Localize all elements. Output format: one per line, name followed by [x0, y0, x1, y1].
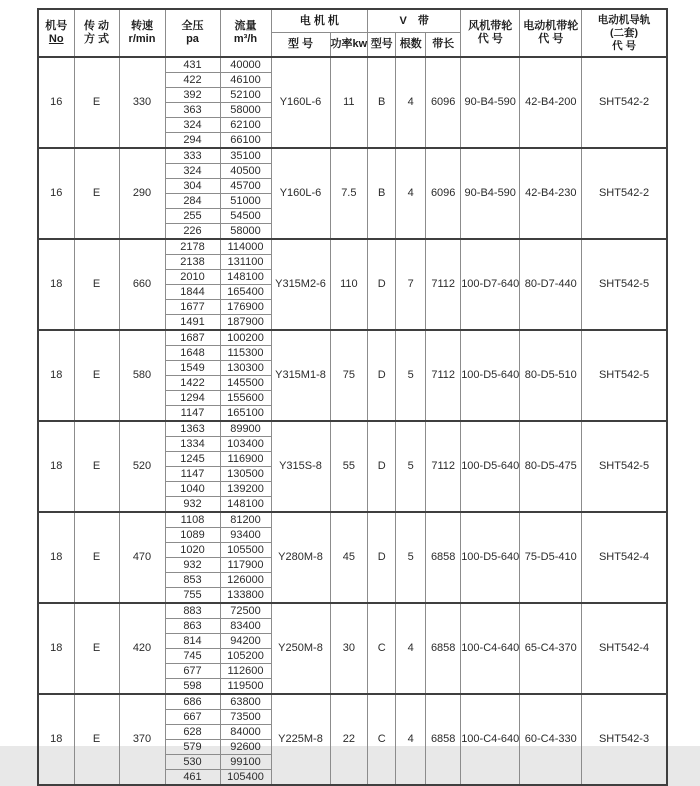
pressure-cell: 422	[165, 73, 220, 88]
belt-model-cell: C	[368, 603, 396, 694]
header-motor-pulley-l1: 电动机带轮	[523, 20, 579, 32]
flow-cell: 54500	[220, 209, 271, 224]
flow-cell: 112600	[220, 664, 271, 679]
motor-model-cell: Y250M-8	[271, 603, 330, 694]
flow-cell: 148100	[220, 270, 271, 285]
pressure-cell: 2010	[165, 270, 220, 285]
flow-cell: 117900	[220, 558, 271, 573]
header-rail-l2: (二套)	[610, 26, 639, 39]
belt-model-cell: D	[368, 421, 396, 512]
rail-cell: SHT542-5	[582, 421, 667, 512]
belt-count-cell: 5	[396, 330, 426, 421]
flow-cell: 62100	[220, 118, 271, 133]
belt-length-cell: 6096	[426, 57, 461, 148]
pressure-cell: 1648	[165, 346, 220, 361]
fan-pulley-cell: 100-D7-640	[461, 239, 520, 330]
fan-pulley-cell: 100-C4-640	[461, 694, 520, 785]
flow-cell: 165100	[220, 406, 271, 422]
table-row	[38, 239, 667, 255]
header-fan-pulley-l2: 代 号	[477, 33, 503, 45]
pressure-cell: 883	[165, 603, 220, 619]
fan-pulley-cell: 90-B4-590	[461, 148, 520, 239]
flow-cell: 176900	[220, 300, 271, 315]
flow-cell: 116900	[220, 452, 271, 467]
motor-pulley-cell: 42-B4-200	[520, 57, 582, 148]
flow-cell: 89900	[220, 421, 271, 437]
pressure-cell: 755	[165, 588, 220, 604]
speed-cell: 290	[119, 148, 165, 239]
header-motor-pulley-l2: 代 号	[538, 33, 564, 45]
machine-no-cell: 16	[38, 148, 74, 239]
fan-pulley-cell: 100-D5-640	[461, 330, 520, 421]
motor-model-cell: Y280M-8	[271, 512, 330, 603]
header-drive-l1: 传 动	[83, 20, 110, 32]
machine-no-cell: 18	[38, 330, 74, 421]
belt-count-cell: 4	[396, 57, 426, 148]
header-drive-mode	[74, 9, 119, 57]
header-motor-group: 电 机 机	[271, 9, 368, 33]
drive-mode-cell: E	[74, 57, 119, 148]
flow-cell: 105500	[220, 543, 271, 558]
pressure-cell: 1108	[165, 512, 220, 528]
belt-count-cell: 4	[396, 694, 426, 785]
flow-cell: 94200	[220, 634, 271, 649]
flow-cell: 83400	[220, 619, 271, 634]
belt-length-cell: 6858	[426, 603, 461, 694]
belt-model-cell: B	[368, 148, 396, 239]
pressure-cell: 1294	[165, 391, 220, 406]
belt-length-cell: 7112	[426, 239, 461, 330]
machine-no-cell: 18	[38, 512, 74, 603]
pressure-cell: 284	[165, 194, 220, 209]
pressure-cell: 932	[165, 558, 220, 573]
header-speed	[119, 9, 165, 57]
belt-count-cell: 5	[396, 421, 426, 512]
pressure-cell: 814	[165, 634, 220, 649]
header-vbelt-count: 根数	[396, 33, 426, 58]
pressure-cell: 1334	[165, 437, 220, 452]
pressure-cell: 333	[165, 148, 220, 164]
motor-pulley-cell: 65-C4-370	[520, 603, 582, 694]
pressure-cell: 1147	[165, 467, 220, 482]
motor-pulley-cell: 80-D7-440	[520, 239, 582, 330]
flow-cell: 63800	[220, 694, 271, 710]
flow-cell: 58000	[220, 103, 271, 118]
motor-model-cell: Y315M1-8	[271, 330, 330, 421]
flow-cell: 51000	[220, 194, 271, 209]
pressure-cell: 1549	[165, 361, 220, 376]
flow-cell: 165400	[220, 285, 271, 300]
motor-model-cell: Y315S-8	[271, 421, 330, 512]
flow-cell: 52100	[220, 88, 271, 103]
rail-cell: SHT542-3	[582, 694, 667, 785]
fan-pulley-cell: 100-C4-640	[461, 603, 520, 694]
motor-power-cell: 45	[330, 512, 368, 603]
drive-mode-cell: E	[74, 330, 119, 421]
speed-cell: 520	[119, 421, 165, 512]
spec-table-body	[38, 57, 667, 785]
table-row	[38, 330, 667, 346]
flow-cell: 145500	[220, 376, 271, 391]
flow-cell: 119500	[220, 679, 271, 695]
belt-length-cell: 7112	[426, 421, 461, 512]
header-motor-pulley	[520, 9, 582, 57]
pressure-cell: 1020	[165, 543, 220, 558]
speed-cell: 470	[119, 512, 165, 603]
rail-cell: SHT542-4	[582, 512, 667, 603]
machine-no-cell: 18	[38, 694, 74, 785]
pressure-cell: 324	[165, 118, 220, 133]
belt-count-cell: 4	[396, 148, 426, 239]
rail-cell: SHT542-4	[582, 603, 667, 694]
flow-cell: 148100	[220, 497, 271, 513]
pressure-cell: 863	[165, 619, 220, 634]
drive-mode-cell: E	[74, 512, 119, 603]
rail-cell: SHT542-2	[582, 57, 667, 148]
pressure-cell: 461	[165, 770, 220, 786]
table-row	[38, 603, 667, 619]
flow-cell: 130500	[220, 467, 271, 482]
drive-mode-cell: E	[74, 239, 119, 330]
flow-cell: 139200	[220, 482, 271, 497]
table-header	[38, 9, 667, 57]
motor-power-cell: 110	[330, 239, 368, 330]
header-vbelt-length: 带长	[426, 33, 461, 58]
fan-pulley-cell: 100-D5-640	[461, 421, 520, 512]
header-motor-power: 功率kw	[330, 33, 368, 58]
pressure-cell: 304	[165, 179, 220, 194]
flow-cell: 133800	[220, 588, 271, 604]
machine-no-cell: 18	[38, 603, 74, 694]
flow-cell: 35100	[220, 148, 271, 164]
flow-cell: 66100	[220, 133, 271, 149]
header-row-1	[38, 9, 667, 33]
pressure-cell: 294	[165, 133, 220, 149]
pressure-cell: 932	[165, 497, 220, 513]
pressure-cell: 745	[165, 649, 220, 664]
motor-model-cell: Y160L-6	[271, 57, 330, 148]
pressure-cell: 392	[165, 88, 220, 103]
pressure-cell: 1363	[165, 421, 220, 437]
belt-count-cell: 4	[396, 603, 426, 694]
speed-cell: 660	[119, 239, 165, 330]
pressure-cell: 1040	[165, 482, 220, 497]
motor-model-cell: Y160L-6	[271, 148, 330, 239]
rail-cell: SHT542-5	[582, 330, 667, 421]
motor-pulley-cell: 42-B4-230	[520, 148, 582, 239]
belt-length-cell: 7112	[426, 330, 461, 421]
flow-cell: 103400	[220, 437, 271, 452]
drive-mode-cell: E	[74, 421, 119, 512]
machine-no-cell: 18	[38, 421, 74, 512]
flow-cell: 99100	[220, 755, 271, 770]
pressure-cell: 677	[165, 664, 220, 679]
header-rail-l1: 电动机导轨	[597, 13, 651, 26]
belt-length-cell: 6858	[426, 512, 461, 603]
flow-cell: 130300	[220, 361, 271, 376]
belt-model-cell: D	[368, 239, 396, 330]
belt-length-cell: 6096	[426, 148, 461, 239]
motor-pulley-cell: 60-C4-330	[520, 694, 582, 785]
flow-cell: 92600	[220, 740, 271, 755]
belt-count-cell: 5	[396, 512, 426, 603]
pressure-cell: 667	[165, 710, 220, 725]
header-pressure-unit: pa	[186, 33, 199, 45]
belt-length-cell: 6858	[426, 694, 461, 785]
motor-pulley-cell: 80-D5-510	[520, 330, 582, 421]
header-fan-pulley-l1: 风机带轮	[468, 20, 513, 32]
pressure-cell: 1422	[165, 376, 220, 391]
motor-pulley-cell: 75-D5-410	[520, 512, 582, 603]
pressure-cell: 628	[165, 725, 220, 740]
flow-cell: 105400	[220, 770, 271, 786]
fan-spec-table	[37, 8, 668, 786]
flow-cell: 45700	[220, 179, 271, 194]
speed-cell: 330	[119, 57, 165, 148]
header-vbelt-model: 型号	[368, 33, 396, 58]
motor-power-cell: 22	[330, 694, 368, 785]
rail-cell: SHT542-2	[582, 148, 667, 239]
motor-power-cell: 30	[330, 603, 368, 694]
table-row	[38, 57, 667, 73]
flow-cell: 115300	[220, 346, 271, 361]
header-speed-cn: 转速	[131, 20, 153, 32]
pressure-cell: 2138	[165, 255, 220, 270]
pressure-cell: 1147	[165, 406, 220, 422]
motor-power-cell: 7.5	[330, 148, 368, 239]
flow-cell: 84000	[220, 725, 271, 740]
header-flow-unit: m³/h	[233, 33, 258, 45]
machine-no-cell: 16	[38, 57, 74, 148]
pressure-cell: 431	[165, 57, 220, 73]
header-flow	[220, 9, 271, 57]
fan-pulley-cell: 100-D5-640	[461, 512, 520, 603]
motor-power-cell: 75	[330, 330, 368, 421]
drive-mode-cell: E	[74, 694, 119, 785]
header-pressure-cn: 全压	[181, 20, 204, 32]
pressure-cell: 1491	[165, 315, 220, 331]
belt-model-cell: C	[368, 694, 396, 785]
pressure-cell: 1089	[165, 528, 220, 543]
header-vbelt-group: V 带	[368, 9, 461, 33]
flow-cell: 46100	[220, 73, 271, 88]
flow-cell: 58000	[220, 224, 271, 240]
flow-cell: 72500	[220, 603, 271, 619]
pressure-cell: 598	[165, 679, 220, 695]
drive-mode-cell: E	[74, 603, 119, 694]
header-flow-cn: 流量	[234, 20, 257, 32]
flow-cell: 40000	[220, 57, 271, 73]
flow-cell: 100200	[220, 330, 271, 346]
header-pressure	[165, 9, 220, 57]
drive-mode-cell: E	[74, 148, 119, 239]
table-row	[38, 148, 667, 164]
motor-power-cell: 55	[330, 421, 368, 512]
header-rail	[582, 9, 667, 57]
pressure-cell: 1677	[165, 300, 220, 315]
table-row	[38, 694, 667, 710]
pressure-cell: 324	[165, 164, 220, 179]
header-rail-l3: 代 号	[612, 39, 636, 52]
pressure-cell: 686	[165, 694, 220, 710]
machine-no-cell: 18	[38, 239, 74, 330]
header-motor-model: 型 号	[271, 33, 330, 58]
pressure-cell: 1844	[165, 285, 220, 300]
flow-cell: 93400	[220, 528, 271, 543]
table-row	[38, 512, 667, 528]
pressure-cell: 255	[165, 209, 220, 224]
belt-count-cell: 7	[396, 239, 426, 330]
motor-model-cell: Y225M-8	[271, 694, 330, 785]
pressure-cell: 363	[165, 103, 220, 118]
pressure-cell: 2178	[165, 239, 220, 255]
motor-power-cell: 11	[330, 57, 368, 148]
pressure-cell: 530	[165, 755, 220, 770]
belt-model-cell: D	[368, 330, 396, 421]
flow-cell: 126000	[220, 573, 271, 588]
header-drive-l2: 方 式	[83, 33, 110, 45]
pressure-cell: 226	[165, 224, 220, 240]
flow-cell: 40500	[220, 164, 271, 179]
header-machine-no-en: No	[48, 33, 64, 45]
header-speed-unit: r/min	[128, 33, 156, 45]
belt-model-cell: D	[368, 512, 396, 603]
flow-cell: 114000	[220, 239, 271, 255]
flow-cell: 73500	[220, 710, 271, 725]
pressure-cell: 1687	[165, 330, 220, 346]
pressure-cell: 853	[165, 573, 220, 588]
speed-cell: 420	[119, 603, 165, 694]
header-machine-no	[38, 9, 74, 57]
rail-cell: SHT542-5	[582, 239, 667, 330]
flow-cell: 131100	[220, 255, 271, 270]
pressure-cell: 1245	[165, 452, 220, 467]
flow-cell: 105200	[220, 649, 271, 664]
motor-model-cell: Y315M2-6	[271, 239, 330, 330]
table-row	[38, 421, 667, 437]
flow-cell: 81200	[220, 512, 271, 528]
belt-model-cell: B	[368, 57, 396, 148]
speed-cell: 370	[119, 694, 165, 785]
motor-pulley-cell: 80-D5-475	[520, 421, 582, 512]
speed-cell: 580	[119, 330, 165, 421]
header-machine-no-cn: 机号	[45, 20, 68, 32]
flow-cell: 155600	[220, 391, 271, 406]
fan-pulley-cell: 90-B4-590	[461, 57, 520, 148]
pressure-cell: 579	[165, 740, 220, 755]
header-fan-pulley	[461, 9, 520, 57]
flow-cell: 187900	[220, 315, 271, 331]
